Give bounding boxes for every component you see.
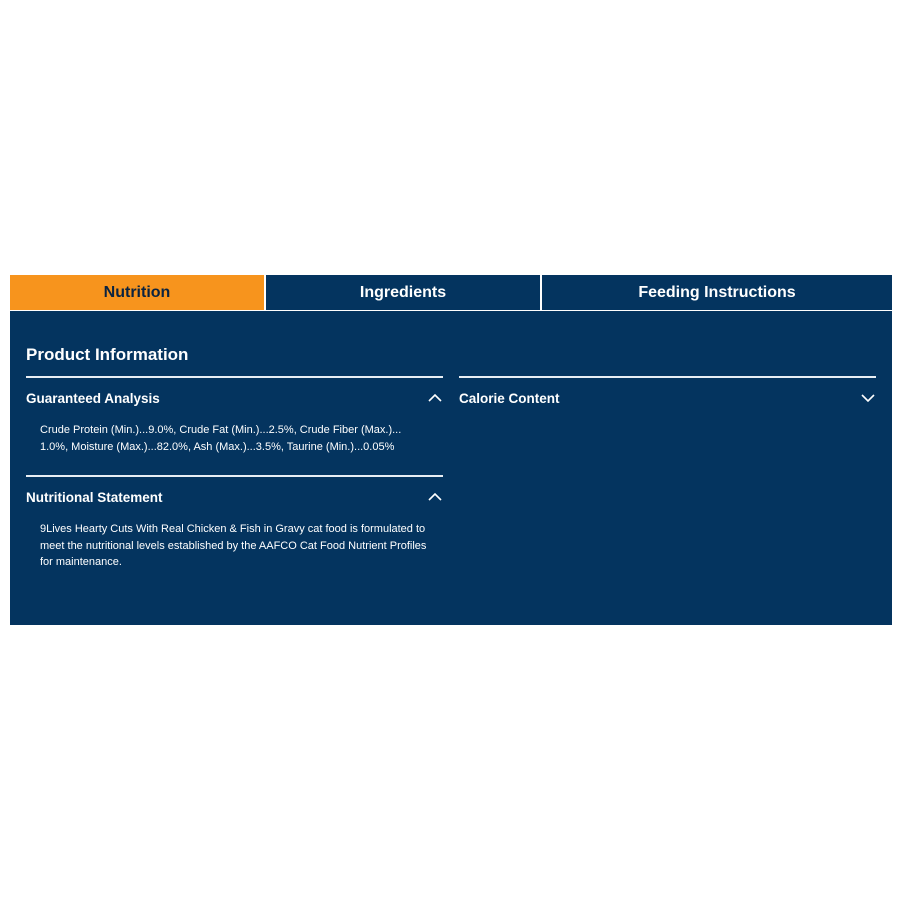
tab-bar (10, 275, 892, 310)
product-tabs-widget (10, 275, 892, 625)
guaranteed-analysis-text: Crude Protein (Min.)...9.0%, Crude Fat (Min.)...2.5%, Crude Fiber (Max.)... 1.0%, Moisture (Max.)...82.0%, Ash (Max.)...3.5%, Taurine (Min.)...0.05% (40, 424, 402, 453)
panel-title: Product Information (26, 345, 189, 364)
nutritional-statement-header[interactable] (26, 477, 443, 517)
tab-feeding-instructions[interactable]: Feeding Instructions (542, 275, 892, 310)
nutrition-panel (10, 311, 892, 625)
nutritional-statement-title: Nutritional Statement (26, 489, 163, 505)
guaranteed-analysis-header[interactable] (26, 378, 443, 418)
calorie-content-header[interactable] (459, 378, 876, 418)
calorie-content-accordion (459, 376, 876, 418)
tab-nutrition[interactable]: Nutrition (10, 275, 264, 310)
guaranteed-analysis-accordion (26, 376, 443, 455)
chevron-up-icon[interactable] (427, 390, 443, 406)
chevron-up-icon[interactable] (427, 489, 443, 505)
guaranteed-analysis-title: Guaranteed Analysis (26, 390, 160, 406)
tab-ingredients[interactable]: Ingredients (266, 275, 540, 310)
calorie-content-title: Calorie Content (459, 390, 560, 406)
nutritional-statement-text: 9Lives Hearty Cuts With Real Chicken & Fish in Gravy cat food is formulated to meet the nutritional levels established by the AAFCO Cat Food Nutrient Profiles for maintenance. (40, 523, 427, 568)
nutritional-statement-accordion (26, 475, 443, 571)
chevron-down-icon[interactable] (860, 390, 876, 406)
